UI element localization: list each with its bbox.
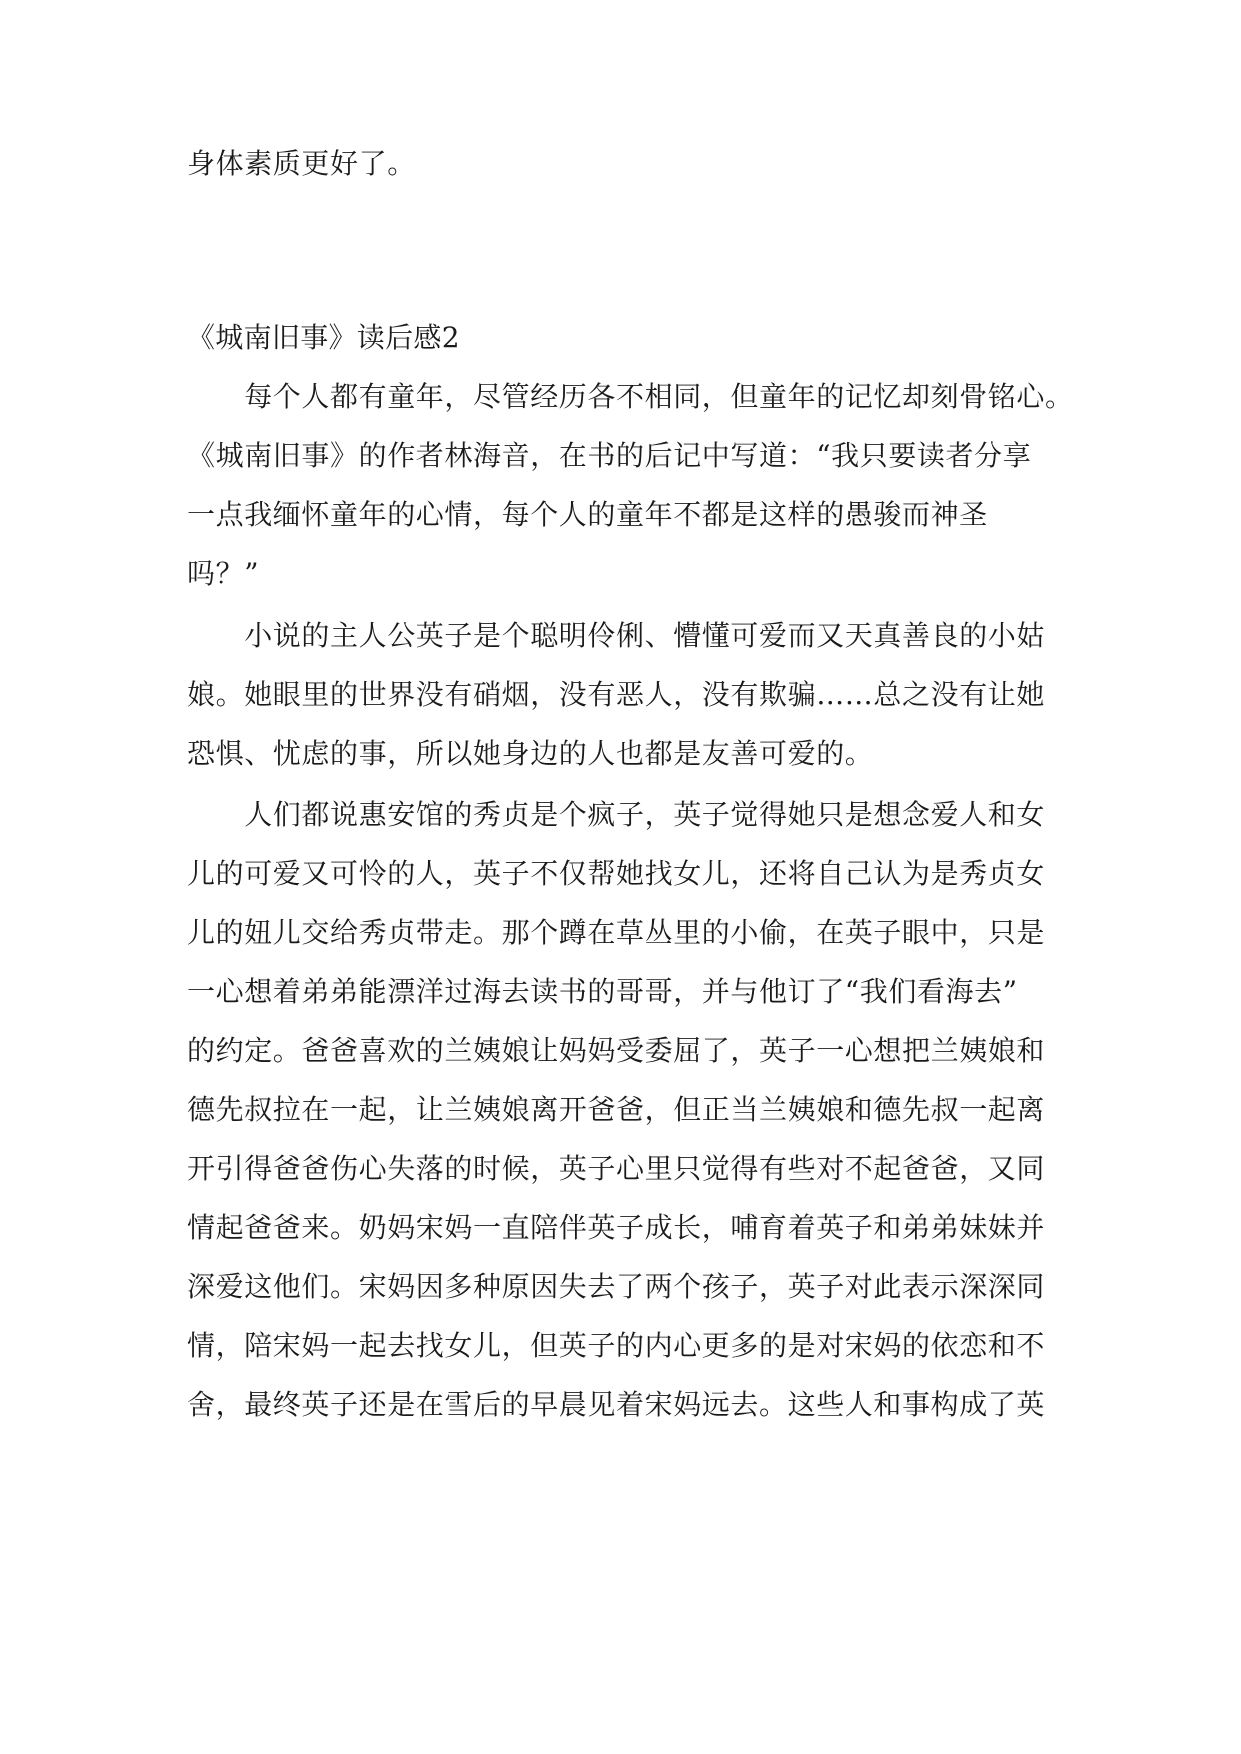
paragraph-line: 一点我缅怀童年的心情，每个人的童年不都是这样的愚骏而神圣 xyxy=(187,498,988,531)
paragraph-line: 的约定。爸爸喜欢的兰姨娘让妈妈受委屈了，英子一心想把兰姨娘和 xyxy=(187,1034,1046,1067)
paragraph-line: 儿的妞儿交给秀贞带走。那个蹲在草丛里的小偷，在英子眼中，只是 xyxy=(187,916,1046,949)
paragraph-line: 一心想着弟弟能漂洋过海去读书的哥哥，并与他订了“我们看海去” xyxy=(187,975,1018,1008)
paragraph-line: 情起爸爸来。奶妈宋妈一直陪伴英子成长，哺育着英子和弟弟妹妹并 xyxy=(187,1211,1046,1244)
paragraph-line: 人们都说惠安馆的秀贞是个疯子，英子觉得她只是想念爱人和女 xyxy=(187,798,1046,831)
paragraph-line: 小说的主人公英子是个聪明伶俐、懵懂可爱而又天真善良的小姑 xyxy=(187,619,1046,652)
paragraph-line: 开引得爸爸伤心失落的时候，英子心里只觉得有些对不起爸爸，又同 xyxy=(187,1152,1046,1185)
paragraph-line: 舍，最终英子还是在雪后的早晨见着宋妈远去。这些人和事构成了英 xyxy=(187,1388,1046,1421)
carryover-line: 身体素质更好了。 xyxy=(187,147,416,180)
paragraph-line: 娘。她眼里的世界没有硝烟，没有恶人，没有欺骗……总之没有让她 xyxy=(187,678,1046,711)
paragraph-line: 恐惧、忧虑的事，所以她身边的人也都是友善可爱的。 xyxy=(187,737,874,770)
paragraph-line: 德先叔拉在一起，让兰姨娘离开爸爸，但正当兰姨娘和德先叔一起离 xyxy=(187,1093,1046,1126)
paragraph-line: 每个人都有童年，尽管经历各不相同，但童年的记忆却刻骨铭心。 xyxy=(187,380,1074,413)
paragraph-line: 情，陪宋妈一起去找女儿，但英子的内心更多的是对宋妈的依恋和不 xyxy=(187,1329,1046,1362)
paragraph-line: 儿的可爱又可怜的人，英子不仅帮她找女儿，还将自己认为是秀贞女 xyxy=(187,857,1046,890)
essay-title: 《城南旧事》读后感2 xyxy=(187,321,460,354)
paragraph-line: 吗？” xyxy=(187,557,260,590)
paragraph-line: 《城南旧事》的作者林海音，在书的后记中写道：“我只要读者分享 xyxy=(187,439,1032,472)
paragraph-line: 深爱这他们。宋妈因多种原因失去了两个孩子，英子对此表示深深同 xyxy=(187,1270,1046,1303)
